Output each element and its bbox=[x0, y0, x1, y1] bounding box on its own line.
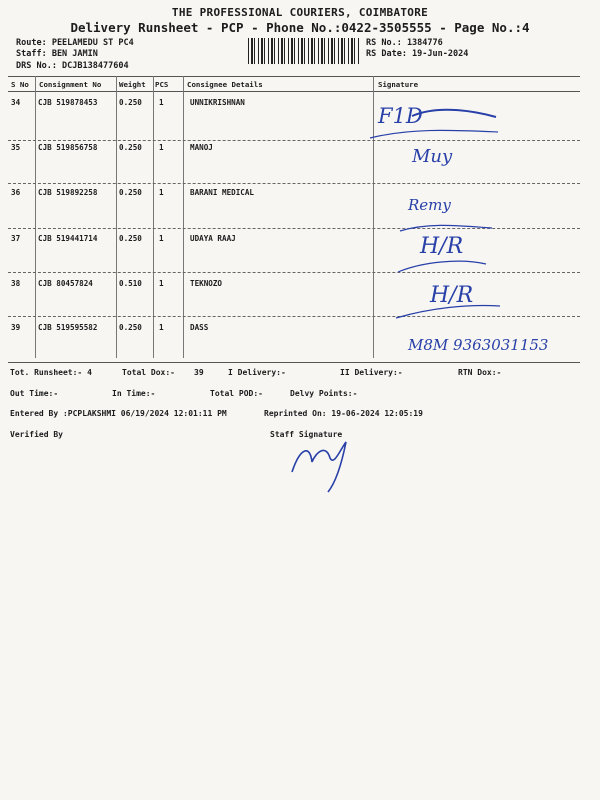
consignment-number: CJB 80457824 bbox=[38, 279, 93, 288]
column-header: Signature bbox=[378, 80, 419, 89]
staff-signature-label: Staff Signature bbox=[270, 430, 343, 439]
company-name: THE PROFESSIONAL COURIERS, COIMBATORE bbox=[171, 6, 429, 19]
pieces: 1 bbox=[159, 143, 164, 152]
delivery-points: Delvy Points:- bbox=[290, 389, 358, 398]
signature: Muy bbox=[412, 146, 453, 167]
sheet-title: Delivery Runsheet - PCP - Phone No.:0422-3505555 - Page No.:4 bbox=[70, 20, 530, 35]
rs-date: RS Date: 19-Jun-2024 bbox=[366, 49, 469, 59]
signature: F1D bbox=[378, 104, 423, 128]
consignment-number: CJB 519878453 bbox=[38, 98, 98, 107]
total-pod: Total POD:- bbox=[210, 389, 263, 398]
out-time: Out Time:- bbox=[10, 389, 59, 398]
signature: H/R bbox=[420, 234, 464, 259]
total-runsheet: Tot. Runsheet:- 4 bbox=[10, 368, 92, 377]
route-label: Route: PEELAMEDU ST PC4 bbox=[16, 38, 134, 48]
entered-by: Entered By :PCPLAKSHMI 06/19/2024 12:01:11 PM bbox=[10, 409, 227, 418]
weight: 0.250 bbox=[119, 143, 142, 152]
column-header: Consignee Details bbox=[187, 80, 263, 89]
pieces: 1 bbox=[159, 234, 164, 243]
weight: 0.250 bbox=[119, 188, 142, 197]
serial-number: 39 bbox=[11, 323, 21, 332]
column-header: Consignment No bbox=[39, 80, 102, 89]
rtn-dox: RTN Dox:- bbox=[458, 368, 502, 377]
signature: Remy bbox=[408, 196, 451, 214]
signature: H/R bbox=[430, 283, 474, 308]
consignee: MANOJ bbox=[190, 143, 213, 152]
total-dox-label: Total Dox:- bbox=[122, 368, 175, 377]
weight: 0.250 bbox=[119, 98, 142, 107]
staff-label: Staff: BEN JAMIN bbox=[16, 49, 98, 59]
consignee: UDAYA RAAJ bbox=[190, 234, 236, 243]
consignee: DASS bbox=[190, 323, 209, 332]
in-time: In Time:- bbox=[112, 389, 156, 398]
column-header: Weight bbox=[119, 80, 146, 89]
consignee: BARANI MEDICAL bbox=[190, 188, 255, 197]
i-delivery: I Delivery:- bbox=[228, 368, 286, 377]
pieces: 1 bbox=[159, 323, 164, 332]
column-header: PCS bbox=[155, 80, 169, 89]
consignee: TEKNOZO bbox=[190, 279, 223, 288]
serial-number: 34 bbox=[11, 98, 21, 107]
consignee: UNNIKRISHNAN bbox=[190, 98, 245, 107]
pieces: 1 bbox=[159, 188, 164, 197]
consignment-number: CJB 519441714 bbox=[38, 234, 98, 243]
weight: 0.250 bbox=[119, 234, 142, 243]
rs-number: RS No.: 1384776 bbox=[366, 38, 443, 48]
ii-delivery: II Delivery:- bbox=[340, 368, 403, 377]
weight: 0.510 bbox=[119, 279, 142, 288]
total-dox-value: 39 bbox=[194, 368, 204, 377]
serial-number: 36 bbox=[11, 188, 21, 197]
consignment-number: CJB 519892258 bbox=[38, 188, 98, 197]
signature: M8M 9363031153 bbox=[408, 336, 549, 354]
weight: 0.250 bbox=[119, 323, 142, 332]
serial-number: 38 bbox=[11, 279, 21, 288]
consignment-number: CJB 519856758 bbox=[38, 143, 98, 152]
reprinted-on: Reprinted On: 19-06-2024 12:05:19 bbox=[264, 409, 423, 418]
pieces: 1 bbox=[159, 279, 164, 288]
drs-label: DRS No.: DCJB138477604 bbox=[16, 61, 129, 71]
column-header: S No bbox=[11, 80, 29, 89]
serial-number: 37 bbox=[11, 234, 21, 243]
serial-number: 35 bbox=[11, 143, 21, 152]
verified-by: Verified By bbox=[10, 430, 63, 439]
pieces: 1 bbox=[159, 98, 164, 107]
consignment-number: CJB 519595582 bbox=[38, 323, 98, 332]
